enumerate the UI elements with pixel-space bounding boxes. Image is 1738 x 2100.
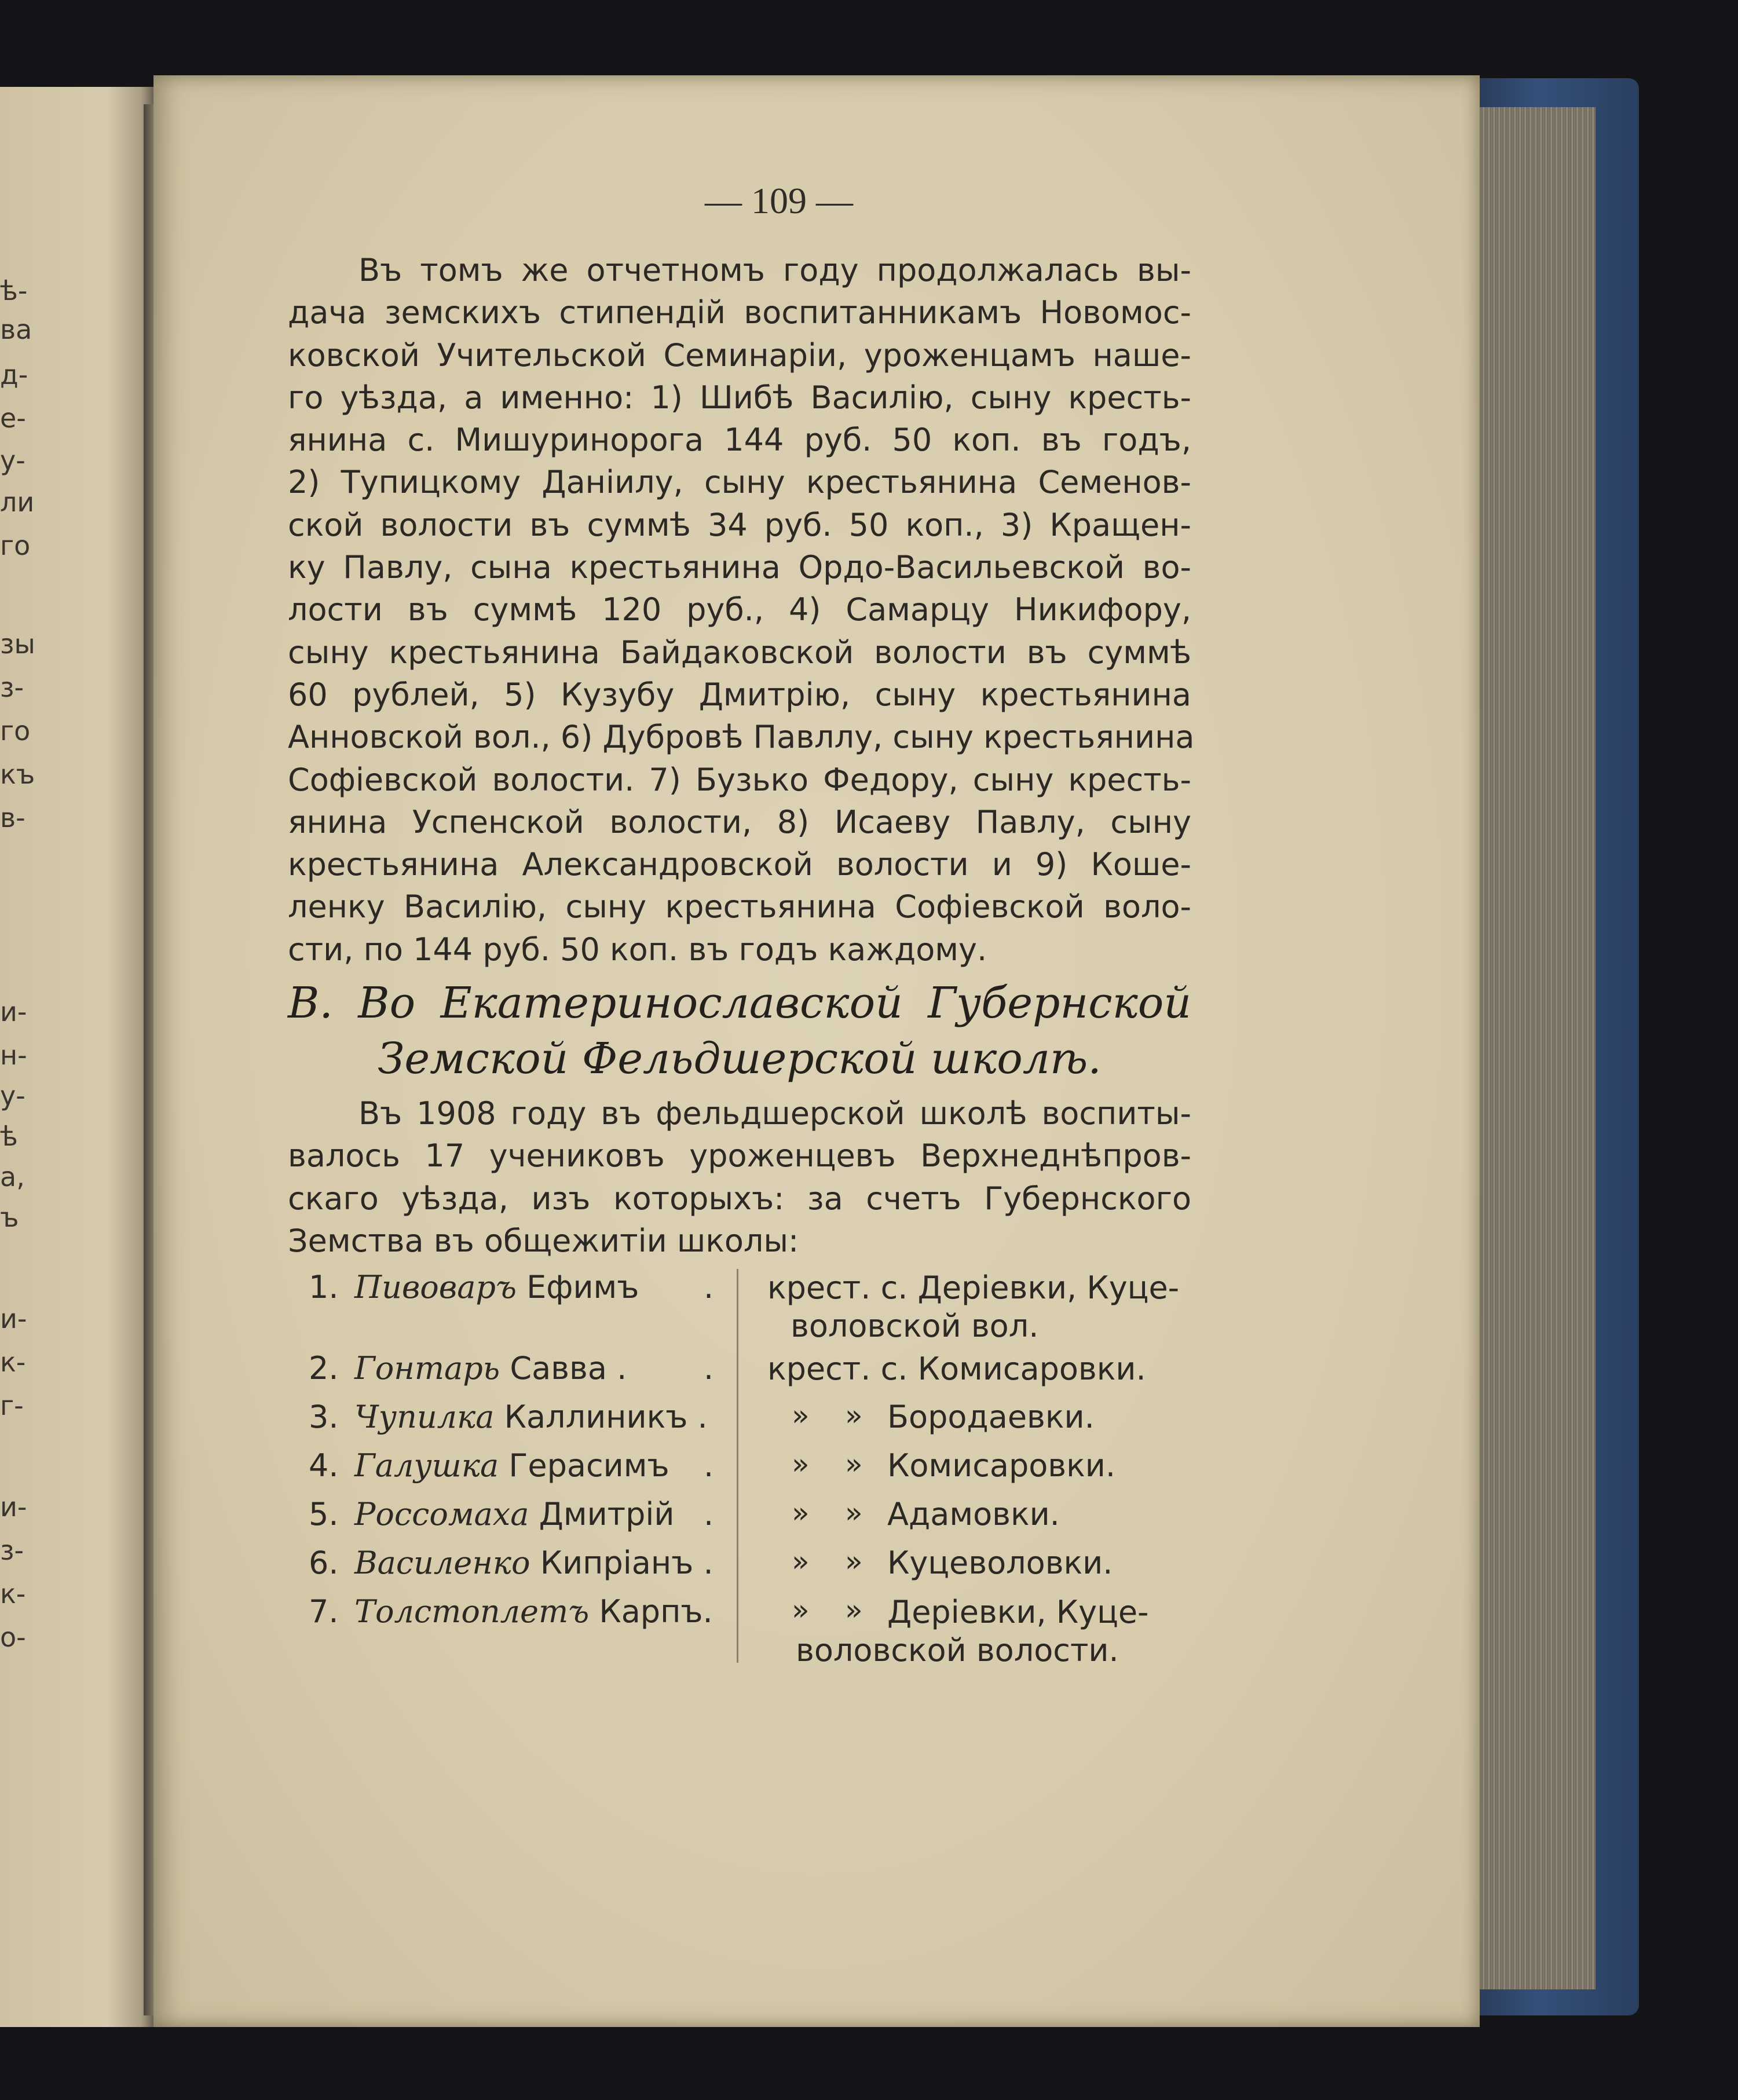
ditto-mark: » [845, 1399, 863, 1433]
student-given-name: Савва . [510, 1350, 627, 1387]
text-line: ской волости въ суммѣ 34 руб. 50 коп., 3) Кращен- [288, 506, 1191, 543]
left-page-fragment: в- [0, 802, 25, 833]
item-number: 6. [309, 1545, 339, 1582]
paragraph-feldsher-school [288, 1092, 1191, 1262]
ditto-mark: » [792, 1593, 810, 1627]
text-line: дача земскихъ стипендій воспитанникамъ Новомос- [288, 294, 1191, 331]
student-surname: Гонтарь [354, 1350, 500, 1387]
left-page-fragment: ъ [0, 1202, 19, 1233]
text-line: Анновской вол., 6) Дубровѣ Павллу, сыну крестьянина [288, 719, 1195, 756]
left-page [0, 87, 153, 2027]
text-line: Софіевской волости. 7) Бузько Федору, сыну кресть- [288, 761, 1191, 798]
ditto-mark: » [845, 1496, 863, 1530]
ditto-mark: » [792, 1399, 810, 1433]
student-given-name: Ефимъ [526, 1269, 639, 1306]
ditto-mark: » [792, 1496, 810, 1530]
list-item [288, 1496, 1191, 1545]
student-village: Адамовки. [887, 1496, 1060, 1533]
student-origin [767, 1269, 1196, 1345]
left-page-fragment: и- [0, 1491, 27, 1523]
ditto-mark: » [845, 1593, 863, 1627]
student-surname: Пивоваръ [354, 1269, 517, 1306]
text-line: Земства въ общежитіи школы: [288, 1222, 799, 1259]
text-line: крестьянина Александровской волости и 9) Коше- [288, 846, 1191, 883]
item-number: 3. [309, 1399, 339, 1436]
text-line: янина Успенской волости, 8) Исаеву Павлу, сыну [288, 803, 1191, 840]
left-page-fragment: з- [0, 1535, 24, 1566]
student-surname: Толстоплетъ [354, 1593, 590, 1630]
student-name [354, 1269, 639, 1305]
left-page-fragment: ѣ [0, 1121, 18, 1152]
student-surname: Чупилка [354, 1399, 495, 1436]
page-number: — 109 — [705, 180, 853, 221]
page-block-edge [1459, 107, 1596, 1989]
student-name [354, 1496, 675, 1532]
text-line: валось 17 учениковъ уроженцевъ Верхнеднѣпров- [288, 1137, 1191, 1175]
leader-dot: . [704, 1496, 714, 1533]
left-page-fragment: д- [0, 359, 28, 390]
left-page-fragment: н- [0, 1040, 27, 1071]
student-given-name: Дмитрій [539, 1496, 675, 1533]
student-given-name: Карпъ. [599, 1593, 713, 1630]
item-number: 4. [309, 1447, 339, 1484]
left-page-fragment: зы [0, 628, 35, 660]
item-number: 2. [309, 1350, 339, 1387]
left-page-fragment: у- [0, 445, 25, 476]
student-list [288, 1269, 1191, 1674]
left-page-fragment: к- [0, 1578, 26, 1609]
origin-line: крест. с. Деріевки, Куце- [767, 1269, 1180, 1307]
leader-dot: . [704, 1350, 714, 1387]
list-item [288, 1447, 1191, 1496]
left-page-fragment: г- [0, 1390, 24, 1421]
village-line: Деріевки, Куце- [887, 1594, 1149, 1631]
text-line: 60 рублей, 5) Кузубу Дмитрію, сыну крестьянина [288, 676, 1191, 713]
student-village [796, 1593, 1194, 1670]
student-name [354, 1447, 669, 1484]
list-item [288, 1350, 1191, 1399]
left-page-fragment: го [0, 715, 31, 747]
left-page-fragment: з- [0, 672, 24, 703]
list-item [288, 1269, 1191, 1350]
student-name [354, 1350, 627, 1386]
section-heading [288, 975, 1191, 1086]
text-line: Въ томъ же отчетномъ году продолжалась вы- [358, 252, 1191, 288]
text-line: ленку Василію, сыну крестьянина Софіевской воло- [288, 888, 1191, 925]
leader-dot: . [704, 1269, 714, 1306]
student-surname: Россомаха [354, 1496, 529, 1533]
student-given-name: Герасимъ [508, 1447, 669, 1484]
text-line: ку Павлу, сына крестьянина Ордо-Васильевской во- [288, 549, 1191, 586]
item-number: 5. [309, 1496, 339, 1533]
student-surname: Галушка [354, 1447, 499, 1484]
left-page-fragment: го [0, 530, 31, 561]
left-page-fragment: к- [0, 1347, 26, 1378]
ditto-mark: » [792, 1447, 810, 1481]
text-line: сыну крестьянина Байдаковской волости въ суммѣ [288, 634, 1191, 671]
paragraph-stipends [288, 249, 1195, 971]
left-page-fragment: и- [0, 1303, 27, 1334]
left-page-fragment: е- [0, 403, 26, 434]
list-item [288, 1545, 1191, 1593]
student-given-name: Каллиникъ . [504, 1399, 708, 1436]
ditto-mark: » [792, 1545, 810, 1579]
student-village: Куцеволовки. [887, 1545, 1113, 1582]
left-page-fragment: о- [0, 1622, 26, 1653]
student-village: Бородаевки. [887, 1399, 1095, 1436]
text-line: сти, по 144 руб. 50 коп. въ годъ каждому. [288, 931, 987, 968]
right-page [153, 75, 1480, 2027]
village-line: воловской волости. [796, 1632, 1119, 1669]
text-line: Въ 1908 году въ фельдшерской школѣ воспиты- [358, 1095, 1191, 1132]
text-line: 2) Тупицкому Даніилу, сыну крестьянина Семенов- [288, 464, 1191, 501]
ditto-mark: » [845, 1447, 863, 1481]
left-page-fragment: къ [0, 759, 35, 790]
text-line: ковской Учительской Семинаріи, уроженцамъ наше- [288, 336, 1191, 374]
section-heading-line: В. Во Екатеринославской Губернской [288, 978, 1191, 1029]
text-line: скаго уѣзда, изъ которыхъ: за счетъ Губернского [288, 1180, 1191, 1217]
left-page-fragment: и- [0, 996, 27, 1027]
text-line: лости въ суммѣ 120 руб., 4) Самарцу Никифору, [288, 591, 1191, 628]
list-item [288, 1399, 1191, 1447]
student-given-name: Кипріанъ . [540, 1545, 714, 1582]
text-line: го уѣзда, а именно: 1) Шибѣ Василію, сыну кресть- [288, 379, 1191, 416]
text-line: янина с. Мишуринорога 144 руб. 50 коп. въ годъ, [288, 422, 1191, 459]
student-village: Комисаровки. [887, 1447, 1116, 1484]
student-name [354, 1399, 708, 1435]
left-page-fragment: у- [0, 1080, 25, 1111]
leader-dot: . [704, 1447, 714, 1484]
left-page-fragment: ли [0, 486, 35, 518]
item-number: 7. [309, 1593, 339, 1630]
origin-line: воловской вол. [791, 1308, 1039, 1345]
ditto-mark: » [845, 1545, 863, 1579]
section-heading-line: Земской Фельдшерской школѣ. [378, 1034, 1102, 1084]
left-page-fragment: ва [0, 314, 32, 345]
student-name [354, 1545, 714, 1581]
item-number: 1. [309, 1269, 339, 1306]
student-surname: Василенко [354, 1545, 530, 1582]
student-name [354, 1593, 713, 1630]
list-item [288, 1593, 1191, 1674]
page-body [288, 249, 1195, 1674]
left-page-fragment: а, [0, 1161, 25, 1192]
student-origin: крест. с. Комисаровки. [767, 1351, 1146, 1388]
left-page-fragment: ѣ- [0, 275, 28, 306]
